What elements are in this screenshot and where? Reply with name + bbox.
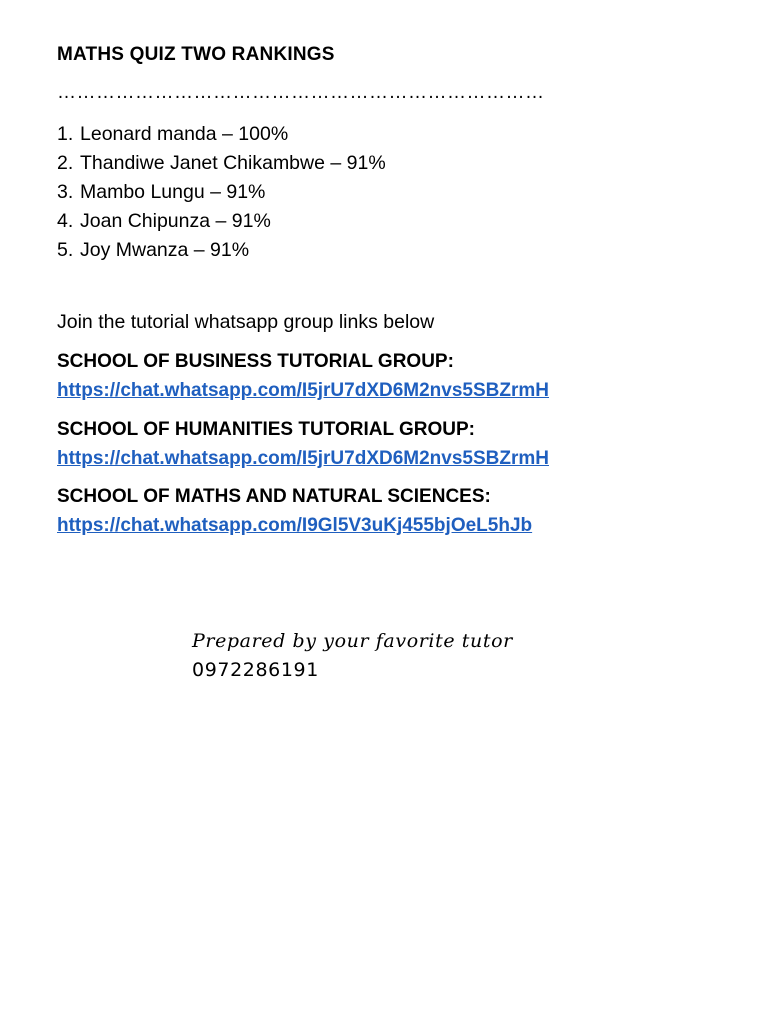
ranking-item (57, 236, 386, 265)
rankings-list (57, 120, 386, 265)
ranking-text: Joan Chipunza – 91% (80, 210, 271, 232)
phone-number: 0972286191 (192, 659, 319, 681)
ranking-number: 3. (57, 181, 74, 203)
sciences-group-link[interactable]: https://chat.whatsapp.com/I9Gl5V3uKj455bjOeL5hJb (57, 515, 533, 536)
ranking-item (57, 149, 386, 178)
ranking-item (57, 207, 386, 236)
ranking-number: 5. (57, 239, 74, 261)
ranking-number: 1. (57, 123, 74, 145)
ranking-text: Leonard manda – 100% (80, 123, 289, 145)
page-title: MATHS QUIZ TWO RANKINGS (57, 44, 335, 65)
humanities-group-link[interactable]: https://chat.whatsapp.com/I5jrU7dXD6M2nvs5SBZrmH (57, 448, 549, 469)
ranking-text: Joy Mwanza – 91% (80, 239, 250, 261)
ranking-number: 2. (57, 152, 74, 174)
business-group-link[interactable]: https://chat.whatsapp.com/I5jrU7dXD6M2nvs5SBZrmH (57, 380, 549, 401)
ranking-number: 4. (57, 210, 74, 232)
intro-text: Join the tutorial whatsapp group links below (57, 311, 435, 333)
ranking-item (57, 178, 386, 207)
ranking-text: Mambo Lungu – 91% (80, 181, 266, 203)
sciences-group-heading: SCHOOL OF MATHS AND NATURAL SCIENCES: (57, 486, 491, 507)
ranking-item (57, 120, 386, 149)
signature-line: Prepared by your favorite tutor (192, 630, 513, 652)
dotted-separator: ………………………………………………………………… (57, 82, 545, 103)
humanities-group-heading: SCHOOL OF HUMANITIES TUTORIAL GROUP: (57, 419, 476, 440)
business-group-heading: SCHOOL OF BUSINESS TUTORIAL GROUP: (57, 351, 454, 372)
ranking-text: Thandiwe Janet Chikambwe – 91% (80, 152, 386, 174)
